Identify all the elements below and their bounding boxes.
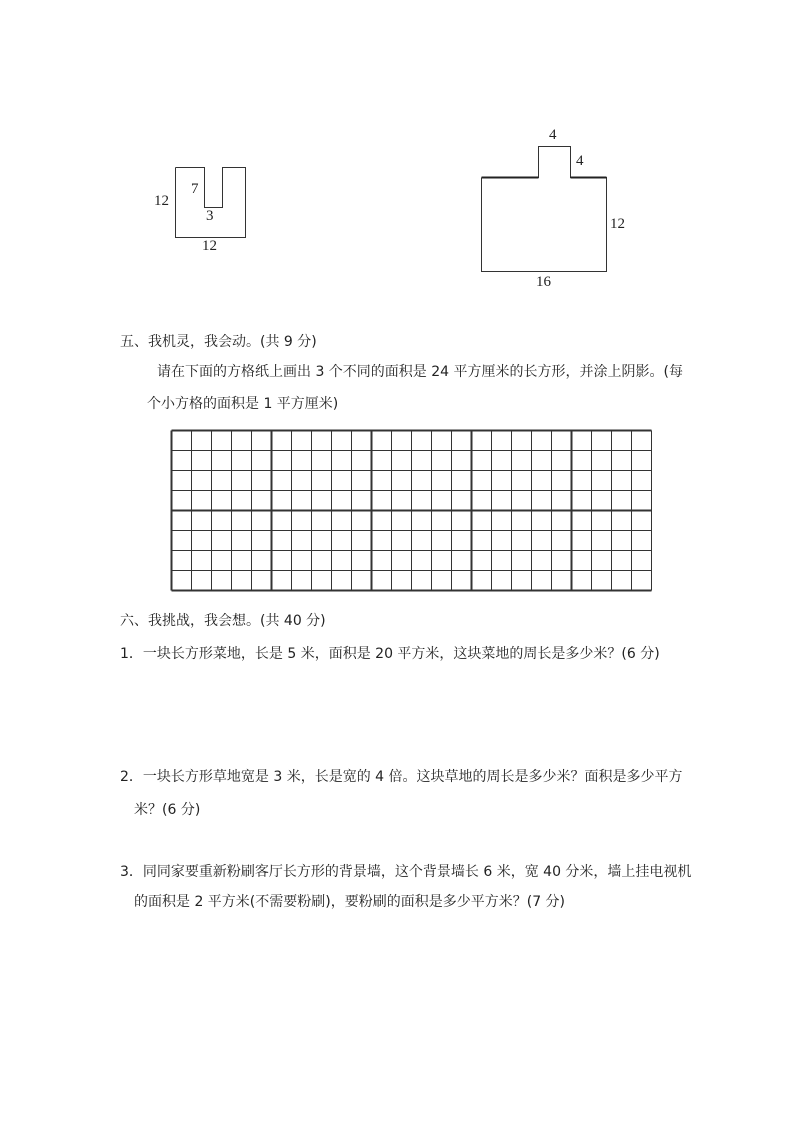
- question-1: 1．一块长方形菜地，长是 5 米，面积是 20 平方米，这块菜地的周长是多少米？(6 分): [120, 646, 660, 662]
- house-top-width-label: 4: [549, 127, 557, 143]
- u-shape-figure: [170, 160, 255, 245]
- house-height-label: 12: [610, 216, 625, 232]
- section5-instruction-line1: 请在下面的方格纸上画出 3 个不同的面积是 24 平方厘米的长方形，并涂上阴影。(每: [157, 364, 683, 380]
- question-2-line2: 米？(6 分): [134, 802, 201, 818]
- graph-paper-grid[interactable]: [170, 429, 654, 597]
- house-width-label: 16: [536, 274, 551, 290]
- u-shape-notch-width-label: 3: [206, 208, 214, 224]
- section6-heading: 六、我挑战，我会想。(共 40 分): [120, 613, 326, 629]
- section5-instruction-line2: 个小方格的面积是 1 平方厘米): [147, 396, 339, 412]
- question-2-line1: 2．一块长方形草地宽是 3 米，长是宽的 4 倍。这块草地的周长是多少米？面积是多少平方: [120, 769, 683, 785]
- house-top-height-label: 4: [576, 153, 584, 169]
- u-shape-outline: [176, 168, 246, 238]
- u-shape-width-label: 12: [202, 238, 217, 254]
- question-3-line1: 3．同同家要重新粉刷客厅长方形的背景墙，这个背景墙长 6 米，宽 40 分米，墙上挂电视机: [120, 864, 692, 880]
- question-3-line2: 的面积是 2 平方米(不需要粉刷)，要粉刷的面积是多少平方米？(7 分): [134, 894, 566, 910]
- u-shape-height-label: 12: [154, 193, 169, 209]
- house-shape-outline: [482, 147, 607, 272]
- house-shape-figure: [475, 140, 615, 280]
- section5-heading: 五、我机灵，我会动。(共 9 分): [120, 334, 317, 350]
- u-shape-notch-depth-label: 7: [191, 181, 199, 197]
